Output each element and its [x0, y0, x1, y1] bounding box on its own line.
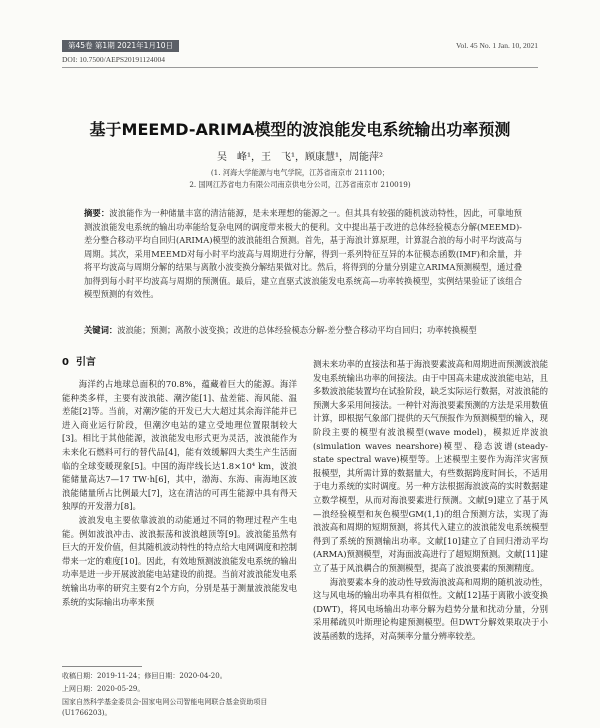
- section-heading: [62, 356, 297, 370]
- abstract-label: 摘要：: [84, 208, 110, 218]
- keywords-text: 波浪能；预测；离散小波变换；改进的总体经验模态分解-差分整合移动平均自回归；功率转换模型: [117, 325, 477, 335]
- author-list: 吴 峰¹，王 飞¹，顾康慧¹，周能萍²: [216, 152, 384, 163]
- section-number: 0: [62, 357, 69, 368]
- doi[interactable]: DOI: 10.7500/AEPS20191124004: [62, 55, 166, 64]
- affiliation-1: (1. 河海大学能源与电气学院，江苏省南京市 211100；: [210, 168, 390, 177]
- body-paragraph: 测未来功率的直接法和基于海浪要素波高和周期进而预测波浪能发电系统输出功率的间接法。由于中国高未建成波浪能电站，且多数波浪能装置均在试验阶段，缺乏实际运行数据，对波浪能的预测大多采用间接法。一种针对海浪要素预测的方法是采用数值计算，即根据气象部门提供的天气预报作为预测模型的输入，现阶段主要的模型有波浪模型(wave model)，模拟近岸波浪(simulation waves nearshore)模型、稳态波谱(steady-state spectral wave)模型等。上述模型主要作为海洋灾害预报模型，其所需计算的数据量大，有些数据跨度时间长，不适用于电力系统的实时调度。另一种方法根据海浪波高的实时数据建立数学模型，从而对海浪要素进行预测。文献[9]建立了基于风—浪经验模型和灰色模型GM(1,1)的组合预测方法，实现了海浪波高和周期的短期预测，将其代入建立的波浪能发电系统模型得到了系统的预测输出功率。文献[10]建立了自回归滑动平均(ARMA)预测模型，对海面波高进行了超短期预测。文献[11]建立了基于风浪耦合的预测模型，提高了波浪要素的预测精度。: [313, 359, 548, 573]
- affiliation-2: 2. 国网江苏省电力有限公司南京供电分公司，江苏省南京市 210019): [189, 180, 411, 189]
- paper-title: 基于MEEMD-ARIMA模型的波浪能发电系统输出功率预测: [89, 120, 511, 139]
- body-paragraph: 波浪发电主要依靠波浪的动能通过不同的物理过程产生电能。例如波浪冲击、波浪振荡和波浪越顶等[9]。波浪能虽然有巨大的开发价值，但其随机波动特性的特点给大电网调度和控制带来一定的难度[10]。因此，有效地预测波浪能发电系统的输出功率是进一步开展波浪能电站建设的前提。当前对波浪能发电系统输出功率的研究主要有2个方向，分别是基于测量波浪能发电系统的实际输出功率来预: [62, 514, 297, 607]
- footnote-divider: [62, 666, 142, 667]
- journal-issue-badge: 第45卷 第1期 2021年1月10日: [62, 40, 179, 52]
- keywords-label: 关键词：: [84, 325, 118, 335]
- keywords: [84, 324, 522, 338]
- footnote-received: 收稿日期：2019-11-24；修回日期：2020-04-20。: [62, 672, 227, 680]
- header-divider: [62, 67, 538, 68]
- journal-volume-english: Vol. 45 No. 1 Jan. 10, 2021: [456, 41, 538, 50]
- left-column: [62, 352, 297, 609]
- body-paragraph: 海洋约占地球总面积的70.8%，蕴藏着巨大的能源。海洋能种类多样，主要有波浪能、潮汐能[1]、盐差能、海风能、温差能[2]等。当前，对潮汐能的开发已大大超过其余海洋能并已进入商业运行阶段，但潮汐电站的建立受地理位置限制较大[3]。相比于其他能源，波浪能发电形式更为灵活，波浪能作为未来化石燃料可行的替代品[4]，能有效缓解四大类生产生活面临的全球变暖现象[5]。中国的海岸线长达1.8×10⁴ km，波浪能储量高达7—17 TW·h[6]，其中，渤海、东海、南海地区波浪能储量所占比例最大[7]，这在清洁的可再生能源中具有得天独厚的开发潜力[8]。: [62, 379, 297, 512]
- abstract-text: 波浪能作为一种储量丰富的清洁能源，是未来理想的能源之一。但其具有较强的随机波动特性，因此，可靠地预测波浪能发电系统的输出功率能给复杂电网的调度带来极大的便利。文中提出基于改进的总体经验模态分解(MEEMD)-差分整合移动平均自回归(ARIMA)模型的波浪能组合预测。首先，基于海浪计算原理，计算混合浪的每小时平均波高与周期。其次，采用MEEMD对每小时平均波高与周期进行分解，得到一系列特征互异的本征模态函数(IMF)和余量，并将平均波高与周期分解的结果与离散小波变换分解结果做对比。然后，将得到的分量分别建立ARIMA预测模型，通过叠加得到每小时平均波高与周期的预测值。最后，建立直驱式波浪能发电系统高—功率转换模型，实例结果验证了该组合模型预测的有效性。: [84, 208, 522, 299]
- body-paragraph: 海浪要素本身的波动性导致海浪波高和周期的随机波动性，这与风电场的输出功率具有相似性。文献[12]基于离散小波变换(DWT)，将风电场输出功率分解为趋势分量和扰动分量，分别采用稀疏贝叶斯理论构建预测模型。但DWT分解效果取决于小波基函数的选择，对高频率分量分辨率较差。: [313, 576, 548, 641]
- right-column: [313, 358, 548, 643]
- footnote-funding: 国家自然科学基金委员会-国家电网公司智能电网联合基金资助项目(U1766203)。: [62, 698, 268, 717]
- footnote-online: 上网日期：2020-05-29。: [62, 685, 145, 693]
- section-title: 引言: [75, 357, 96, 368]
- abstract: [84, 207, 522, 302]
